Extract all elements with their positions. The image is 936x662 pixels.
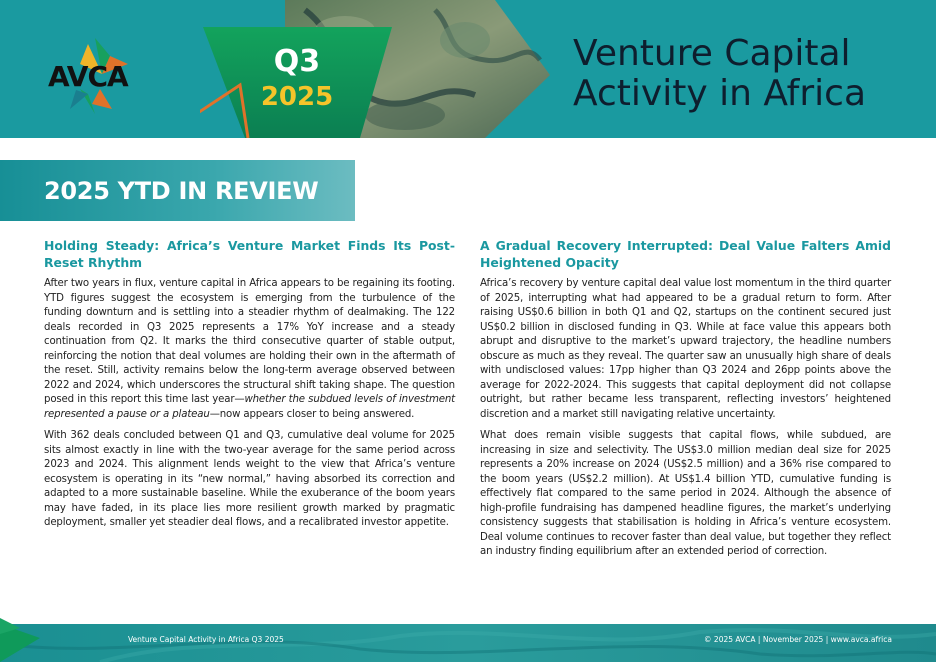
left-column — [44, 237, 455, 538]
report-title — [573, 34, 923, 114]
avca-logo-text: AVCA — [48, 60, 128, 93]
footer-report-name: Venture Capital Activity in Africa Q3 2025 — [128, 635, 284, 644]
year-label: 2025 — [260, 82, 334, 112]
left-column-heading: Holding Steady: Africa’s Venture Market Finds Its Post-Reset Rhythm — [44, 238, 455, 270]
footer-corner-accent — [0, 618, 80, 662]
left-paragraph-2: With 362 deals concluded between Q1 and Q3, cumulative deal volume for 2025 sits almost exactly in line with the two-year average for the same period across 2023 and 2024. This alignment lends weight to the view that Africa’s venture ecosystem is operating in its “new normal,” having absorbed its correction and adapted to a more sustainable baseline. While the exuberance of the boom years may have faded, in its place lies more resilient growth marked by pragmatic deployment, smaller yet steadier deal flows, and a recalibrated investor appetite. — [44, 430, 455, 528]
report-title-line-1: Venture Capital — [573, 33, 851, 74]
footer-copyright: © 2025 AVCA | November 2025 | www.avca.africa — [704, 635, 892, 644]
right-column-heading: A Gradual Recovery Interrupted: Deal Value Falters Amid Heightened Opacity — [480, 238, 891, 270]
quarter-label: Q3 — [273, 44, 321, 79]
right-column — [480, 237, 891, 567]
report-title-line-2: Activity in Africa — [573, 73, 867, 114]
left-paragraph-1-italic: whether the subdued levels of investment represented a pause or a plateau — [44, 394, 455, 420]
header-banner — [0, 0, 936, 138]
right-paragraph-2: What does remain visible suggests that capital flows, while subdued, are increasing in size and selectivity. The US$3.0 million median deal size for 2025 represents a 20% increase on 2024 (US$2.5 million) and a 36% rise compared to the boom years (US$2.2 million). At US$1.4 billion YTD, cumulative funding is effectively flat compared to the same period in 2024. Although the absence of high-profile fundraising has dampened headline figures, the market’s underlying consistency suggests that stabilisation is holding in Africa’s venture ecosystem. Deal volume continues to recover faster than deal value, but together they reflect an industry finding equilibrium after an extended period of correction. — [480, 430, 891, 557]
right-paragraph-1: Africa’s recovery by venture capital deal value lost momentum in the third quarter of 2025, interrupting what had appeared to be a gradual return to form. After raising US$0.6 billion in both Q1 and Q2, startups on the continent secured just US$0.2 billion in disclosed funding in Q3. While at face value this appears both abrupt and disruptive to the market’s upward trajectory, the headline numbers obscure as much as they reveal. The quarter saw an unusually high share of deals with undisclosed values: 17pp higher than Q3 2024 and 26pp points above the average for 2022-2024. This suggests that capital deployment did not collapse outright, but rather became less transparent, reflecting investors’ heightened discretion and a market still navigating relative uncertainty. — [480, 278, 891, 420]
left-paragraph-1-text: After two years in flux, venture capital in Africa appears to be regaining its footing. YTD figures suggest the ecosystem is emerging from the turbulence of the funding downturn and is settling into a steadier rhythm of dealmaking. The 122 deals recorded in Q3 2025 represents a 17% YoY increase and a steady continuation from Q2. It marks the third consecutive quarter of stable output, reinforcing the notion that deal volumes are holding their own in the aftermath of the reset. Still, activity remains below the long-term average observed between 2022 and 2024, which underscores the structural shift taking shape. The question posed in this report this time last year— — [44, 278, 455, 405]
left-paragraph-1-end: —now appears closer to being answered. — [209, 408, 415, 420]
section-title: 2025 YTD IN REVIEW — [44, 177, 319, 205]
left-paragraph-1 — [44, 277, 455, 422]
